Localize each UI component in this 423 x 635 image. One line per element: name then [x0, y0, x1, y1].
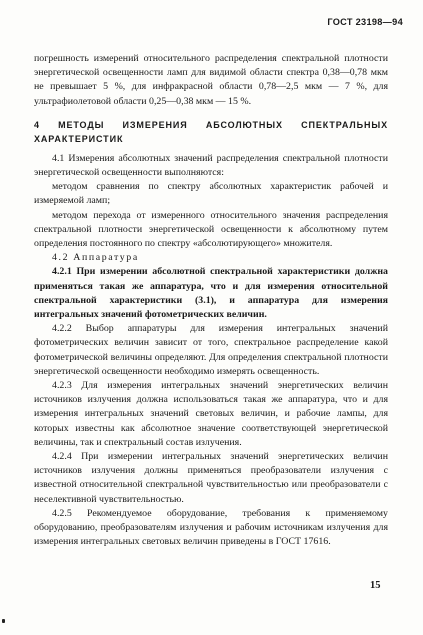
- paragraph-method-transition: методом перехода от измеренного относительного значения распределения спектральной плотности энергетической освещенности к абсолютному путем определения постоянного по спектру «абсолютирующего» множителя.: [34, 209, 388, 250]
- section-heading-4: 4 МЕТОДЫ ИЗМЕРЕНИЯ АБСОЛЮТНЫХ СПЕКТРАЛЬНЫХ ХАРАКТЕРИСТИК: [34, 119, 388, 144]
- subsection-heading-4-2: 4.2 Аппаратура: [52, 252, 139, 264]
- paragraph-4-2-3: 4.2.3 Для измерения интегральных значений энергетических величин источников излучения должна использоваться такая же аппаратура, что и для измерения интегральных значений световых величин, и рабочие лампы, для которых известны как абсолютное значение соответствующей энергетической величины, так и спектральный состав излучения.: [34, 380, 388, 448]
- paragraph-4-1: 4.1 Измерения абсолютных значений распределения спектральной плотности энергетической освещенности выполняются:: [34, 152, 388, 179]
- paragraph-method-comparison: методом сравнения по спектру абсолютных характеристик рабочей и измеряемой ламп;: [34, 181, 388, 207]
- paragraph-4-2-5: 4.2.5 Рекомендуемое оборудование, требования к применяемому оборудованию, преобразователям излучения и рабочим источникам излучения для измерения интегральных световых величин приведены в ГОСТ 17616.: [34, 507, 388, 548]
- paragraph-4-2-4: 4.2.4 При измерении интегральных значений энергетических величин источников излучения должны применяться преобразователи излучения с известной относительной спектральной чувствительностью или преобразователи с неселективной чувствительностью.: [34, 451, 388, 505]
- paragraph-4-2-1: 4.2.1 При измерении абсолютной спектральной характеристики должна применяться такая же аппаратура, что и для измерения относительной спектральной характеристики (3.1), и аппаратура для измерения интегральных значений фотометрических величин.: [34, 266, 388, 321]
- document-body: [34, 52, 388, 550]
- paragraph-continuation: погрешность измерений относительного распределения спектральной плотности энергетической освещенности ламп для видимой области спектра 0,38—0,78 мкм не превышает 5 %, для инфракрасной области 0,78—2,5 мкм — 7 %, для ультрафиолетовой области 0,25—0,38 мкм — 15 %.: [34, 53, 388, 107]
- standard-header: ГОСТ 23198—94: [327, 17, 403, 27]
- paragraph-4-2-2: 4.2.2 Выбор аппаратуры для измерения интегральных значений фотометрических величин зависит от того, спектральное распределение какой фотометрической величины определяют. Для определения спектральной плотности энергетической освещенности необходимо измерять освещенность.: [34, 323, 388, 377]
- scan-mark: [2, 619, 5, 623]
- page-number: 15: [370, 580, 381, 591]
